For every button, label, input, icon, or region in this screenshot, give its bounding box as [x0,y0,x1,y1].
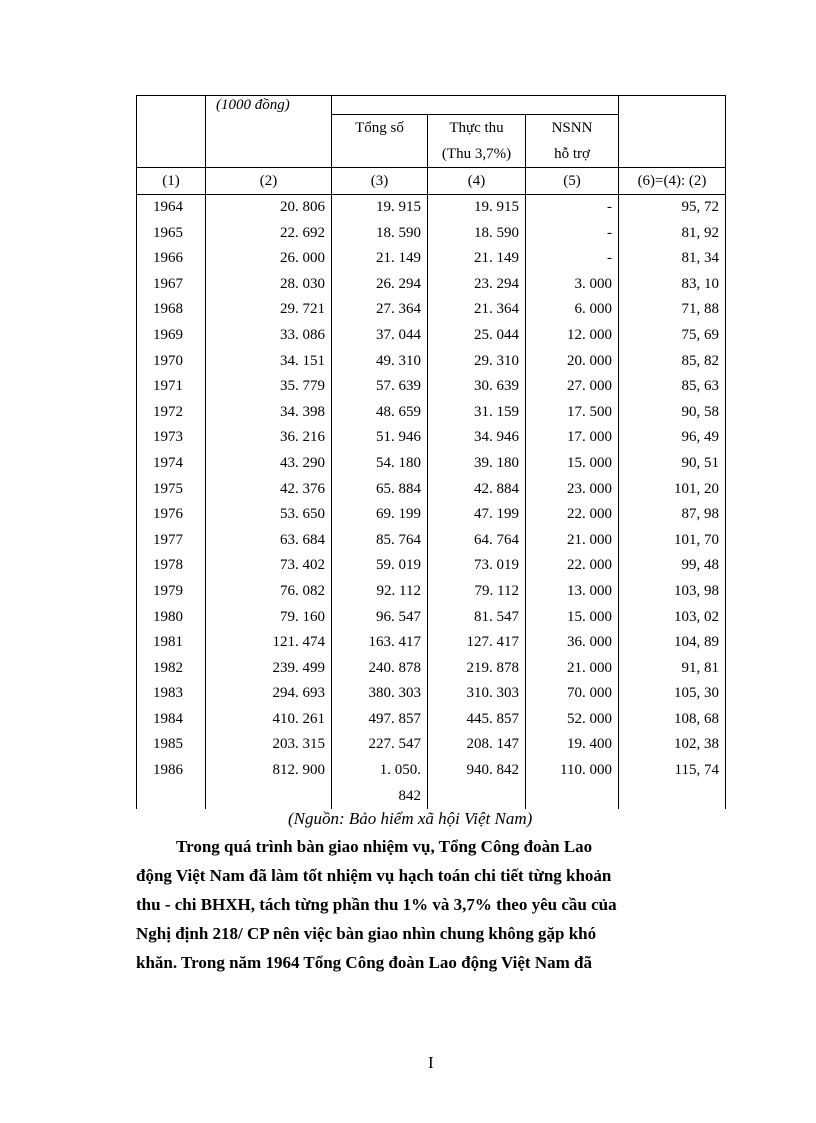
source-caption: (Nguồn: Bảo hiểm xã hội Việt Nam) [288,809,533,828]
table-cell: 20. 000 [567,352,612,369]
table-cell: 26. 294 [376,275,421,292]
table-cell: 71, 88 [681,301,719,318]
table-cell: 21. 000 [567,659,612,676]
table-cell: 90, 58 [681,403,719,420]
table-cell: 1971 [153,378,183,395]
table-cell: 1972 [153,403,183,420]
table-cell: 65. 884 [376,480,421,497]
table-cell: 20. 806 [280,199,325,215]
table-cell: 59. 019 [376,557,421,574]
table-cell: 52. 000 [567,710,612,727]
table-cell: 76. 082 [280,582,325,599]
table-cell: 54. 180 [376,454,421,471]
table-cell: 79. 160 [280,608,325,625]
table-cell: 1966 [153,250,183,267]
column-number-row [137,168,726,195]
table-cell: 103, 98 [674,582,719,599]
table-cell: 85, 82 [681,352,719,369]
table-cell: 127. 417 [466,634,519,651]
table-cell: 1978 [153,557,183,574]
table-cell: 19. 915 [474,199,519,215]
table-cell: 26. 000 [280,250,325,267]
column-number: (6)=(4): (2) [619,168,726,195]
table-cell: 73. 019 [474,557,519,574]
table-cell: 19. 915 [376,199,421,215]
paragraph-line: động Việt Nam đã làm tốt nhiệm vụ hạch toán chi tiết từng khoản [136,866,612,885]
total-revenue-column [332,195,428,810]
table-cell: 63. 684 [280,531,325,548]
column-number: (4) [428,168,526,195]
bhxh-revenue-table [136,95,726,809]
table-cell: 1981 [153,634,183,651]
table-cell: 12. 000 [567,326,612,343]
table-cell: 27. 364 [376,301,421,318]
table-cell: 87, 98 [681,506,719,523]
header-blank-year [137,96,206,168]
table-cell: 1974 [153,454,183,471]
header-blank-ratio [619,96,726,168]
table-cell: 380. 303 [368,685,421,702]
paragraph-line: khăn. Trong năm 1964 Tổng Công đoàn Lao động Việt Nam đã [136,953,592,972]
table-cell: 35. 779 [280,378,325,395]
table-cell: 34. 398 [280,403,325,420]
table-cell: 1977 [153,531,183,548]
table-cell: 21. 149 [376,250,421,267]
budget-support-column [526,195,619,810]
table-cell: 1964 [153,199,183,215]
table-cell: 90, 51 [681,454,719,471]
table-cell: 1980 [153,608,183,625]
total-wage-column [206,195,332,810]
table-cell: 79. 112 [474,582,519,599]
table-cell: 42. 884 [474,480,519,497]
table-cell: 1970 [153,352,183,369]
table-cell: 43. 290 [280,454,325,471]
table-cell: 1968 [153,301,183,318]
table-cell: 102, 38 [674,736,719,753]
table-cell-empty [153,784,205,810]
table-cell: 110. 000 [560,762,612,779]
table-cell: 22. 000 [567,557,612,574]
table-cell: 208. 147 [466,736,519,753]
table-cell: 47. 199 [474,506,519,523]
table-cell: 48. 659 [376,403,421,420]
table-cell: 497. 857 [368,710,421,727]
table-cell: 34. 151 [280,352,325,369]
table-cell: 1969 [153,326,183,343]
table-cell: 108, 68 [674,710,719,727]
table-cell: 19. 400 [567,736,612,753]
table-cell: 310. 303 [466,685,519,702]
table-cell-empty [206,784,325,810]
table-cell: 239. 499 [272,659,325,676]
table-cell: 22. 000 [567,506,612,523]
header-group-blank [332,96,619,115]
paragraph-line: Nghị định 218/ CP nên việc bàn giao nhìn chung không gặp khó [136,924,597,943]
table-cell: 57. 639 [376,378,421,395]
table-cell: 85. 764 [376,531,421,548]
table-cell-wrap: 842 [398,787,421,804]
table-cell: 29. 310 [474,352,519,369]
table-cell: - [607,199,612,215]
table-cell: 115, 74 [674,762,719,779]
table-cell: 42. 376 [280,480,325,497]
body-paragraph [136,832,722,977]
table-cell: 85, 63 [681,378,719,395]
table-cell-empty [428,784,519,810]
table-cell: 163. 417 [368,634,421,651]
table-cell: 23. 294 [474,275,519,292]
table-cell: 1965 [153,224,183,241]
table-cell: 81, 92 [681,224,719,241]
table-cell: 101, 70 [674,531,719,548]
table-cell: 81. 547 [474,608,519,625]
table-cell: 940. 842 [466,762,519,779]
table-cell: 81, 34 [681,250,719,267]
header-actual: Thực thu (Thu 3,7%) [428,115,526,168]
paragraph-line: thu - chi BHXH, tách từng phần thu 1% và 3,7% theo yêu cầu của [136,895,617,914]
table-cell: 96, 49 [681,429,719,446]
table-cell: 33. 086 [280,326,325,343]
table-cell: 29. 721 [280,301,325,318]
table-cell: 1973 [153,429,183,446]
table-cell: 36. 216 [280,429,325,446]
table-cell: 95, 72 [681,199,719,215]
table-cell: 227. 547 [368,736,421,753]
table-cell: 70. 000 [567,685,612,702]
table-cell: 25. 044 [474,326,519,343]
table-cell: 1976 [153,506,183,523]
table-cell: 1979 [153,582,183,599]
table-cell: 410. 261 [272,710,325,727]
unit-label: (1000 đồng) [206,96,332,168]
table-cell: 812. 900 [272,762,325,779]
table-cell: 37. 044 [376,326,421,343]
table-cell: 294. 693 [272,685,325,702]
table-cell-empty [526,784,612,810]
table-cell: 17. 500 [567,403,612,420]
table-cell: 15. 000 [567,608,612,625]
table-cell: 73. 402 [280,557,325,574]
column-number: (1) [137,168,206,195]
table-cell: 1986 [153,762,183,779]
year-column [137,195,206,810]
table-cell: 36. 000 [567,634,612,651]
table-cell: 22. 692 [280,224,325,241]
table-cell: 49. 310 [376,352,421,369]
table-cell: 1984 [153,710,183,727]
table-cell: 1. 050. [379,762,421,779]
table-cell: 27. 000 [567,378,612,395]
table-cell: 64. 764 [474,531,519,548]
column-number: (3) [332,168,428,195]
table-cell: 15. 000 [567,454,612,471]
table-cell: 75, 69 [681,326,719,343]
table-cell: 3. 000 [574,275,612,292]
table-cell: 39. 180 [474,454,519,471]
table-cell: 445. 857 [466,710,519,727]
paragraph-line: Trong quá trình bàn giao nhiệm vụ, Tổng Công đoàn Lao [176,837,593,856]
column-number: (5) [526,168,619,195]
table-cell: 30. 639 [474,378,519,395]
table-cell: 92. 112 [376,582,421,599]
table-cell: 17. 000 [567,429,612,446]
table-cell: 99, 48 [681,557,719,574]
table-cell: 103, 02 [674,608,719,625]
table-cell: 1967 [153,275,183,292]
table-cell: 28. 030 [280,275,325,292]
ratio-column [619,195,726,810]
table-cell: 104, 89 [674,634,719,651]
table-cell: 23. 000 [567,480,612,497]
table-cell: 18. 590 [376,224,421,241]
table-body [137,195,726,810]
table-cell: 1982 [153,659,183,676]
table-cell: 101, 20 [674,480,719,497]
table-cell: 83, 10 [681,275,719,292]
table-cell: 203. 315 [272,736,325,753]
table-cell: 96. 547 [376,608,421,625]
table-cell: 1985 [153,736,183,753]
table-cell: 105, 30 [674,685,719,702]
table-cell: 21. 149 [474,250,519,267]
header-total: Tổng số [332,115,428,168]
table-cell: - [607,250,612,267]
table-cell: 53. 650 [280,506,325,523]
table-cell-empty [619,784,719,810]
table-cell: 18. 590 [474,224,519,241]
table-cell: 6. 000 [574,301,612,318]
page-number: I [428,1053,434,1072]
table-cell: 13. 000 [567,582,612,599]
table-cell: 1975 [153,480,183,497]
table-cell: 91, 81 [681,659,719,676]
table-cell: 1983 [153,685,183,702]
table-cell: 219. 878 [466,659,519,676]
actual-revenue-column [428,195,526,810]
table-cell: - [607,224,612,241]
table-cell: 31. 159 [474,403,519,420]
table-cell: 21. 364 [474,301,519,318]
header-budget-support: NSNN hỗ trợ [526,115,619,168]
table-cell: 121. 474 [272,634,325,651]
table-cell: 69. 199 [376,506,421,523]
table-cell: 240. 878 [368,659,421,676]
column-number: (2) [206,168,332,195]
table-cell: 21. 000 [567,531,612,548]
table-cell: 51. 946 [376,429,421,446]
table-cell: 34. 946 [474,429,519,446]
